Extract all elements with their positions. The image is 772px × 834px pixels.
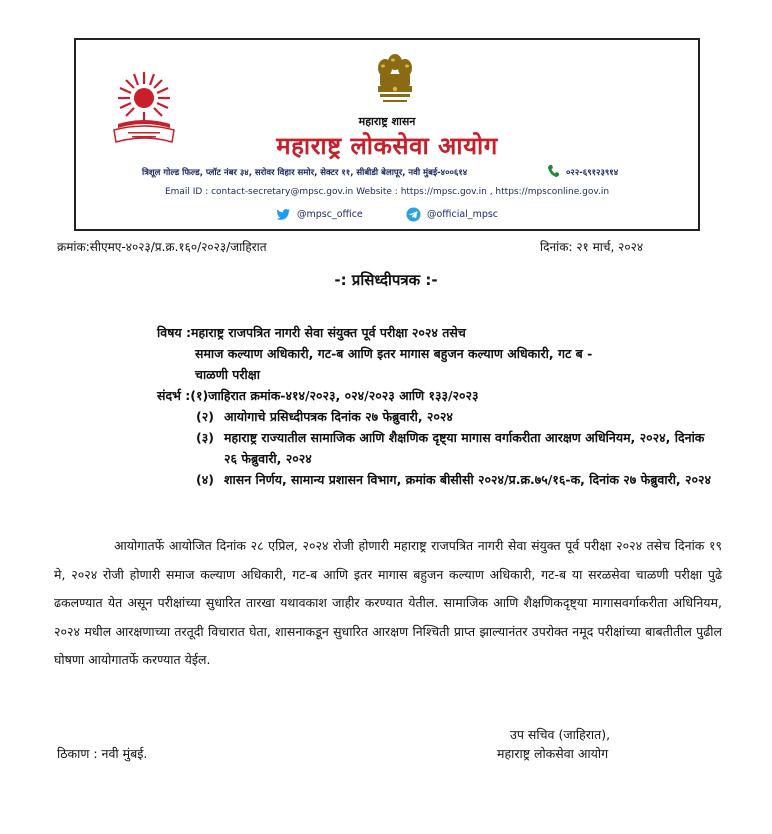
document-title: -: प्रसिध्दीपत्रक :- (334, 271, 438, 289)
subject-label: विषय : (157, 325, 192, 340)
state-emblem-logo (374, 52, 416, 114)
telegram-handle-text: @official_mpsc (427, 209, 499, 220)
twitter-handle-text: @mpsc_office (297, 209, 363, 220)
reference-num-4: (४) (196, 472, 214, 487)
reference-number: क्रमांक:सीएमए-४०२३/प्र.क्र.१६०/२०२३/जाहिरात (57, 240, 267, 254)
subject-text-2: समाज कल्याण अधिकारी, गट-ब आणि इतर मागास बहुजन कल्याण अधिकारी, गट ब - (195, 346, 593, 361)
reference-text-1: जाहिरात क्रमांक-४१४/२०२३, ०२४/२०२३ आणि १३३/२०२३ (208, 388, 479, 403)
place-of-issue: ठिकाण : नवी मुंबई. (57, 746, 148, 761)
reference-text-2: आयोगाचे प्रसिध्दीपत्रक दिनांक २७ फेब्रुवारी, २०२४ (224, 409, 453, 424)
letterhead (74, 38, 700, 231)
subject-line-1 (157, 322, 717, 343)
phone-icon (547, 164, 559, 178)
document-date: दिनांक: २१ मार्च, २०२४ (540, 240, 644, 254)
government-name: महाराष्ट्र शासन (358, 115, 416, 128)
subject-text-3: चाळणी परीक्षा (195, 367, 260, 382)
references-label: संदर्भ : (157, 388, 191, 403)
contact-emails: Email ID : contact-secretary@mpsc.gov.in Website : https://mpsc.gov.in , https://mpsconline.gov.in (164, 187, 610, 197)
twitter-icon (276, 207, 291, 222)
reference-num-3: (३) (196, 430, 214, 445)
reference-num-2: (२) (196, 409, 214, 424)
office-phone: ०२२-६९१२३९१४ (566, 168, 619, 178)
signatory-designation: उप सचिव (जाहिरात), (510, 727, 611, 742)
reference-line-1 (157, 385, 717, 406)
reference-item-3 (157, 427, 717, 469)
body-paragraph: आयोगातर्फे आयोजित दिनांक २८ एप्रिल, २०२४ रोजी होणारी महाराष्ट्र राजपत्रित नागरी सेवा संयुक्त पूर्व परीक्षा २०२४ तसेच दिनांक १९ मे, २०२४ रोजी होणारी समाज कल्याण अधिकारी, गट-ब आणि इतर मागास बहुजन कल्याण अधिकारी, गट-ब या सरळसेवा चाळणी परीक्षा पुढे ढकलण्यात येत असून परीक्षांच्या सुधारित तारखा यथावकाश जाहीर करण्यात येतील. सामाजिक आणि शैक्षणिकदृष्ट्या मागासवर्गाकरीता अधिनियम, २०२४ मधील आरक्षणाच्या तरतूदी विचारात घेता, शासनाकडून सुधारित आरक्षण निश्चिती प्राप्त झाल्यानंतर उपरोक्त नमूद परीक्षांच्या बाबतीतील पुढील घोषणा आयोगातर्फे करण्यात येईल. (54, 538, 722, 667)
signatory-organization: महाराष्ट्र लोकसेवा आयोग (497, 746, 609, 761)
reference-item-2 (157, 406, 717, 427)
subject-block (157, 322, 717, 490)
telegram-handle (406, 207, 498, 222)
reference-text-4: शासन निर्णय, सामान्य प्रशासन विभाग, क्रमांक बीसीसी २०२४/प्र.क्र.७५/१६-क, दिनांक २७ फेब्रुवारी, २०२४ (224, 472, 712, 487)
reference-item-4 (157, 469, 717, 490)
telegram-icon (406, 207, 421, 222)
reference-num-1: (१) (190, 388, 209, 403)
subject-text-1: महाराष्ट्र राजपत्रित नागरी सेवा संयुक्त पूर्व परीक्षा २०२४ तसेच (191, 325, 466, 340)
organization-name: महाराष्ट्र लोकसेवा आयोग (276, 132, 498, 160)
twitter-handle (276, 207, 363, 222)
office-address: त्रिशूल गोल्ड फिल्ड, प्लॉट नंबर ३४, सरोवर विहार समोर, सेक्टर ११, सीबीडी बेलापूर, नवी मुंबई-४००६१४ (142, 168, 468, 178)
reference-text-3: महाराष्ट्र राज्यातील सामाजिक आणि शैक्षणिक दृष्ट्या मागास वर्गाकरीता आरक्षण अधिनियम, २०२४, दिनांक २६ फेब्रुवारी, २०२४ (224, 430, 705, 466)
